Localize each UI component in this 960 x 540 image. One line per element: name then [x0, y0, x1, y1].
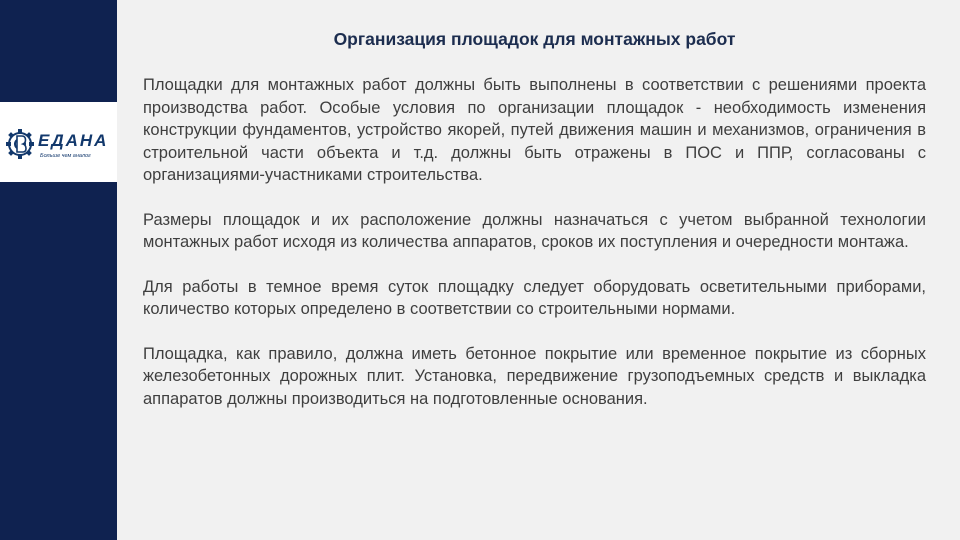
paragraph-1: Площадки для монтажных работ должны быть выполнены в соответствии с решениями проекта производства работ. Особые условия по организации площадок - необходимость изменения конструкции фундаментов, устройство якорей, путей движения машин и механизмов, ограничения в строительной части объекта и т.д. должны быть отражены в ПОС и ППР, согласованы с организациями-участниками строительства.	[143, 76, 926, 184]
paragraph-3: Для работы в темное время суток площадку следует оборудовать осветительными приборами, количество которых определено в соответствии со строительными нормами.	[143, 277, 926, 318]
paragraph-2: Размеры площадок и их расположение должны назначаться с учетом выбранной технологии монтажных работ исходя из количества аппаратов, сроков их поступления и очередности монтажа.	[143, 210, 926, 251]
paragraph-4: Площадка, как правило, должна иметь бетонное покрытие или временное покрытие из сборных железобетонных дорожных плит. Установка, передвижение грузоподъемных средств и выкладка аппаратов должны производиться на подготовленные основания.	[143, 344, 926, 408]
slide-content	[143, 28, 926, 432]
brand-name: ЕДАНА	[38, 131, 109, 150]
company-logo	[0, 102, 117, 182]
gear-emblem-icon	[4, 124, 38, 162]
sidebar-band	[0, 0, 117, 540]
slide-title: Организация площадок для монтажных работ	[333, 29, 736, 49]
brand-tagline: Больше чем аналог	[40, 153, 91, 159]
